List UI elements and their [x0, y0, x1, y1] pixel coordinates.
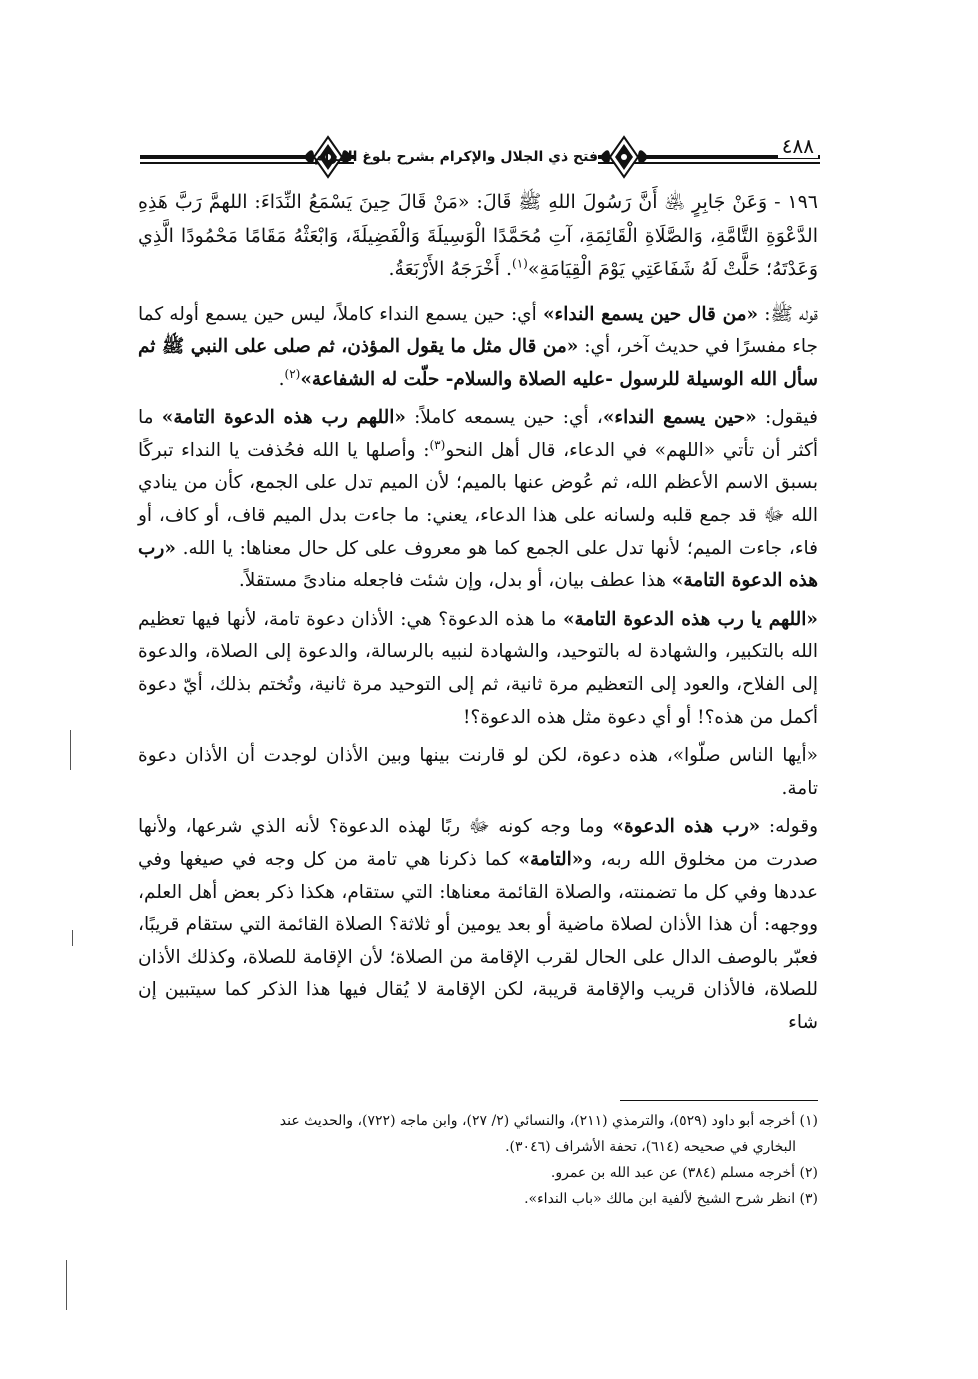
commentary-paragraph-5	[138, 811, 818, 1039]
text-run: وما وجه كونه ﷻ ربًا لهذه الدعوة؟ لأنه الذي شرعها، ولأنها صدرت من مخلوق الله ربه، و	[138, 816, 819, 870]
commentary-paragraph-1	[138, 299, 818, 397]
scan-margin-mark	[72, 930, 73, 946]
main-text	[138, 186, 818, 1046]
text-run: ما هذه الدعوة؟ هي: الأذان دعوة تامة، لأنها فيها تعظيم الله بالتكبير، والشهادة له بالتوحيد، والشهادة لنبيه بالرسالة، والدعوة إلى الصلاة، والدعوة إلى الفلاح، والعود إلى التعظيم مرة ثانية، ثم إلى التوحيد مرة ثانية، وتُختم بذلك، أيّ دعوة أكمل من هذه؟! أو أي دعوة مثل هذه الدعوة؟!	[138, 608, 818, 728]
commentary-paragraph-2	[138, 402, 818, 598]
text-run: وقوله:	[760, 816, 819, 838]
page-number: ٤٨٨	[778, 134, 818, 158]
hadith-source: . أَخْرَجَهُ الأَرْبَعَةُ.	[388, 258, 513, 280]
quoted-text: «حين يسمع النداء»	[602, 407, 757, 429]
footnote-1: (١) أخرجه أبو داود (٥٢٩)، والترمذي (٢١١)، والنسائي (٢/ ٢٧)، وابن ماجه (٧٢٢)، والحديث عند	[279, 1113, 818, 1129]
page-header	[140, 128, 820, 184]
text-run: قوله ﷺ:	[758, 303, 818, 325]
hadith-text: ١٩٦ - وَعَنْ جَابِرٍ ﵁ أَنَّ رَسُولَ اللهِ ﷺ قَالَ: «مَنْ قَالَ حِينَ يَسْمَعُ النِّدَاءَ: اللهمَّ رَبَّ هَذِهِ الدَّعْوَةِ التَّامَّةِ، وَالصَّلَاةِ الْقَائِمَةِ، آتِ مُحَمَّدًا الْوَسِيلَةَ وَالْفَضِيلَةَ، وَابْعَثْهُ مَقَامًا مَحْمُودًا الَّذِي وَعَدْتَهُ؛ حَلَّتْ لَهُ شَفَاعَتِي يَوْمَ الْقِيَامَةِ»	[138, 191, 818, 280]
quoted-text: «اللهم رب هذه الدعوة التامة»	[161, 407, 406, 429]
commentary-paragraph-3	[138, 604, 818, 734]
footnote-divider	[620, 1100, 818, 1101]
text-run: ما أكثر أن تأتي «اللهم» في الدعاء، قال أهل النحو	[138, 407, 818, 461]
quoted-text: «اللهم يا رب هذه الدعوة التامة»	[562, 608, 818, 630]
hadith-paragraph	[138, 186, 818, 287]
ornament-right-icon	[598, 134, 650, 180]
footnote-ref: (٢)	[284, 366, 301, 381]
scan-margin-mark	[66, 1260, 67, 1310]
text-run: فيقول:	[756, 407, 818, 429]
quoted-text: «التامة»	[518, 849, 584, 870]
quoted-text: «رب هذه الدعوة التامة»	[138, 537, 818, 592]
quoted-text: «من قال حين يسمع النداء»	[542, 303, 759, 325]
footnote-ref: (١)	[512, 256, 528, 271]
running-title: فتح ذي الجلال والإكرام بشرح بلوغ المرام	[354, 142, 598, 172]
footnote-2: (٢) أخرجه مسلم (٣٨٤) عن عبد الله بن عمرو.	[550, 1165, 818, 1181]
text-run: كما ذكرنا هي تامة من كل وجه في صيغها وفي عددها وفي كل ما تضمنته، والصلاة القائمة معناها: التي ستقام، هكذا ذكر بعض أهل العلم، ووجهه: أن هذا الأذان لصلاة ماضية أو بعد يومين أو ثلاثة؟ الصلاة القائمة التي ستقام قريبًا، فعبّر بالوصف الدال على الحال لقرب الإقامة من الصلاة؛ لأن الإقامة للصلاة، وكذلك الأذان للصلاة، فالأذان قريب والإقامة قريبة، لكن الإقامة لا يُقال فيها هذا الذكر كما سيتبين إن شاء	[138, 849, 818, 1033]
text-run: أي: حين يسمع النداء كاملاً، ليس حين يسمع أوله كما جاء مفسرًا في حديث آخر، أي:	[138, 303, 818, 358]
scan-margin-mark	[70, 730, 71, 770]
footnotes	[138, 1108, 818, 1212]
text-run: : وأصلها يا الله فحُذفت يا النداء تبركًا بسبق الاسم الأعظم الله، ثم عُوض عنها بالميم؛ لأن الميم تدل على الجمع، كأن من ينادي الله ﷻ قد جمع قلبه ولسانه على هذا الدعاء، يعني: ما جاءت بدل الميم قاف، أو كاف، أو فاء، جاءت الميم؛ لأنها تدل على الجمع كما هو معروف على كل حال معناها: يا الله.	[138, 439, 818, 559]
text-run: ، أي: حين يسمعه كاملاً:	[405, 407, 603, 429]
text-run: هذا عطف بيان، أو بدل، وإن شئت فاجعله منادىً مستقلاً.	[238, 570, 672, 592]
footnote-1-continued: البخاري في صحيحه (٦١٤)، تحفة الأشراف (٣٠٤٦).	[505, 1139, 796, 1155]
footnote-ref: (٣)	[429, 437, 446, 452]
quoted-text: «من قال مثل ما يقول المؤذن، ثم صلى على النبي ﷺ ثم سأل الله الوسيلة للرسول -عليه الصلاة والسلام- حلّت له الشفاعة»	[138, 336, 818, 390]
quoted-text: «رب هذه الدعوة»	[612, 816, 761, 838]
footnote-3: (٣) انظر شرح الشيخ لألفية ابن مالك «باب النداء».	[524, 1191, 818, 1207]
text-run: .	[278, 368, 285, 390]
commentary-paragraph-4: «أيها الناس صلّوا»، هذه دعوة، لكن لو قارنت بينها وبين الأذان لوجدت أن الأذان دعوة تامة.	[138, 745, 818, 799]
